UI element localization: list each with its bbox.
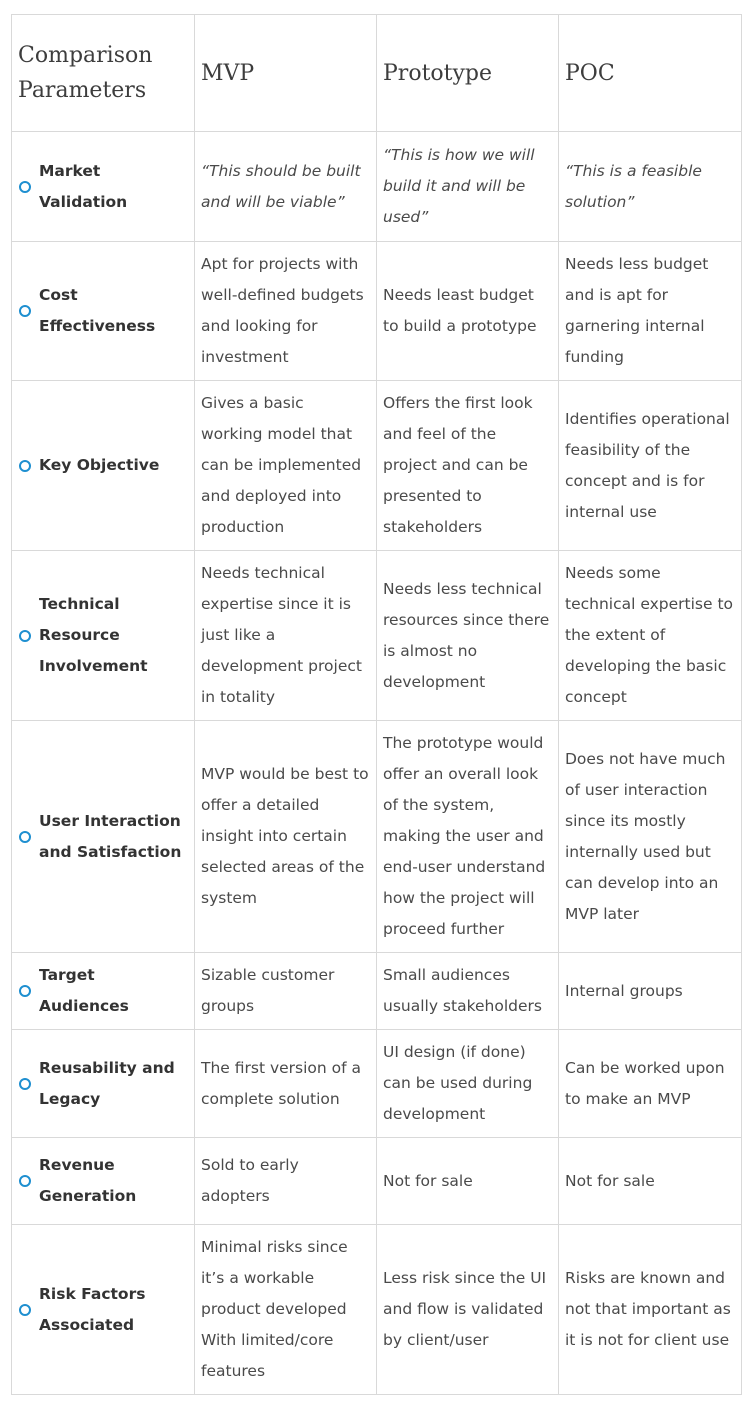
poc-cell: “This is a feasible solution” [559,132,742,242]
poc-cell: Needs some technical expertise to the extent of developing the basic concept [559,551,742,721]
parameter-label: Technical Resource Involvement [39,595,148,675]
prototype-cell: Less risk since the UI and flow is validated by client/user [377,1225,559,1395]
parameter-label: Key Objective [39,456,160,474]
mvp-cell: Minimal risks since it’s a workable product developed With limited/core features [195,1225,377,1395]
table-row [12,132,742,242]
poc-cell: Does not have much of user interaction since its mostly internally used but can develop into an MVP later [559,721,742,953]
table-row [12,381,742,551]
prototype-cell: Offers the first look and feel of the project and can be presented to stakeholders [377,381,559,551]
poc-cell: Not for sale [559,1138,742,1225]
parameter-cell [12,953,195,1030]
comparison-table [11,14,742,1395]
parameter-label: Cost Effectiveness [39,286,156,335]
mvp-cell: Gives a basic working model that can be implemented and deployed into production [195,381,377,551]
parameter-label: Target Audiences [39,966,129,1015]
header-prototype: Prototype [377,15,559,132]
parameter-label: User Interaction and Satisfaction [39,811,182,861]
parameter-cell [12,1225,195,1395]
circle-bullet-icon [19,1304,31,1316]
table-row [12,1138,742,1225]
poc-cell: Identifies operational feasibility of the concept and is for internal use [559,381,742,551]
parameter-label: Market Validation [39,161,128,211]
mvp-cell: The first version of a complete solution [195,1030,377,1138]
prototype-cell: “This is how we will build it and will be used” [377,132,559,242]
circle-bullet-icon [19,630,31,642]
parameter-label: Revenue Generation [39,1156,137,1205]
circle-bullet-icon [19,305,31,317]
circle-bullet-icon [19,460,31,472]
poc-cell: Internal groups [559,953,742,1030]
prototype-cell: Needs least budget to build a prototype [377,242,559,381]
header-mvp: MVP [195,15,377,132]
circle-bullet-icon [19,831,31,843]
mvp-cell: MVP would be best to offer a detailed insight into certain selected areas of the system [195,721,377,953]
table-row [12,953,742,1030]
mvp-cell: Apt for projects with well-defined budgets and looking for investment [195,242,377,381]
parameter-cell [12,551,195,721]
mvp-cell: “This should be built and will be viable” [195,132,377,242]
comparison-table-container [11,14,741,1395]
poc-cell: Can be worked upon to make an MVP [559,1030,742,1138]
poc-cell: Needs less budget and is apt for garnering internal funding [559,242,742,381]
prototype-cell: Not for sale [377,1138,559,1225]
mvp-cell: Sizable customer groups [195,953,377,1030]
header-poc: POC [559,15,742,132]
table-row [12,551,742,721]
table-row [12,1030,742,1138]
parameter-cell [12,1030,195,1138]
circle-bullet-icon [19,181,31,193]
table-row [12,242,742,381]
table-row [12,1225,742,1395]
header-comparison-parameters: Comparison Parameters [12,15,195,132]
parameter-cell [12,132,195,242]
parameter-label: Risk Factors Associated [39,1284,146,1334]
parameter-cell [12,242,195,381]
poc-cell: Risks are known and not that important as it is not for client use [559,1225,742,1395]
circle-bullet-icon [19,1078,31,1090]
header-row [12,15,742,132]
parameter-label: Reusability and Legacy [39,1058,175,1108]
prototype-cell: The prototype would offer an overall look of the system, making the user and end-user understand how the project will proceed further [377,721,559,953]
circle-bullet-icon [19,1175,31,1187]
parameter-cell [12,721,195,953]
parameter-cell [12,1138,195,1225]
prototype-cell: UI design (if done) can be used during development [377,1030,559,1138]
parameter-cell [12,381,195,551]
mvp-cell: Needs technical expertise since it is just like a development project in totality [195,551,377,721]
circle-bullet-icon [19,985,31,997]
table-row [12,721,742,953]
prototype-cell: Needs less technical resources since there is almost no development [377,551,559,721]
prototype-cell: Small audiences usually stakeholders [377,953,559,1030]
mvp-cell: Sold to early adopters [195,1138,377,1225]
